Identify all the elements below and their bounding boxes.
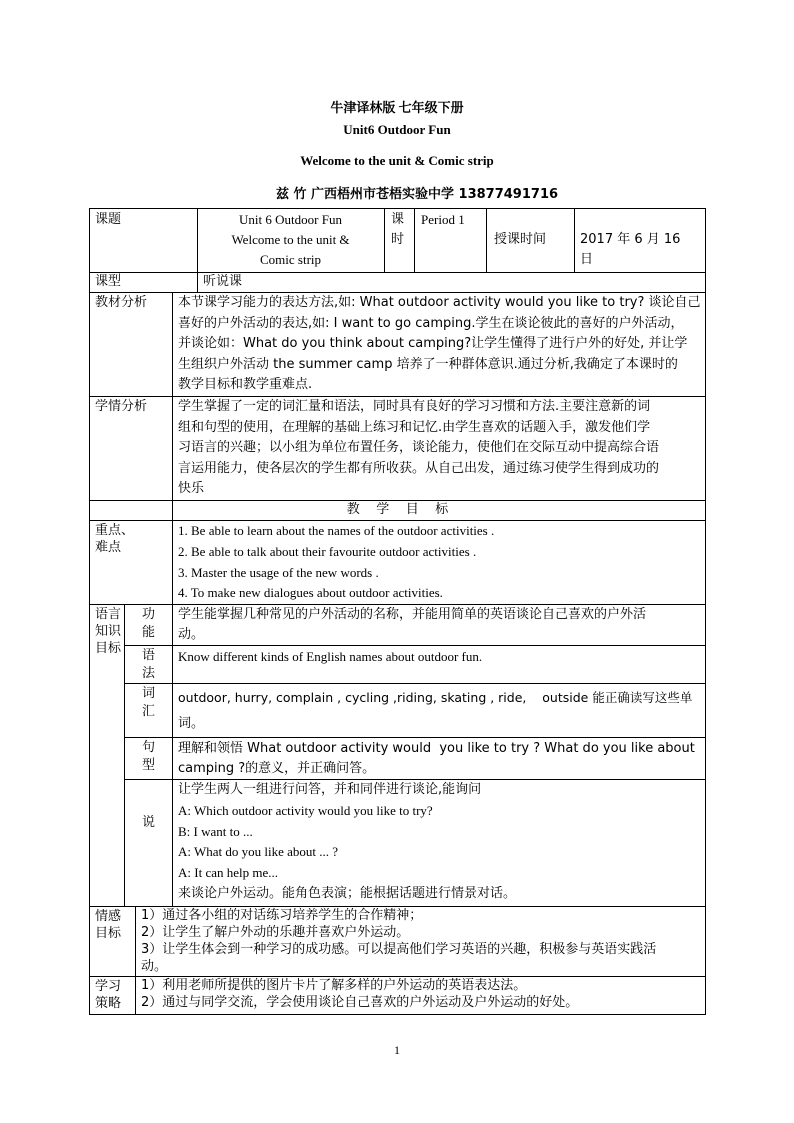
student-line: 学生掌握了一定的词汇量和语法，同时具有良好的学习习惯和方法.主要注意新的词 bbox=[178, 399, 651, 414]
speaking-line: 让学生两人一组进行问答，并和同伴进行谈论,能询问 bbox=[178, 782, 482, 797]
vocab-line: 词。 bbox=[178, 716, 205, 731]
emotion-label-1: 情感 bbox=[95, 909, 122, 924]
sentence-label-1: 句 bbox=[142, 740, 156, 755]
header-unit-title: Unit6 Outdoor Fun bbox=[343, 122, 451, 137]
lesson-type-label: 课型 bbox=[95, 274, 122, 289]
emotion-line: 3）让学生体会到一种学习的成功感。可以提高他们学习英语的兴趣，积极参与英语实践活 bbox=[141, 942, 657, 957]
material-line: 并谈论如：What do you think about camping?让学生懂得了进行户外的好处, 并让学 bbox=[178, 336, 688, 351]
strategy-label-2: 策略 bbox=[95, 996, 122, 1011]
speaking-label: 说 bbox=[142, 815, 156, 830]
teaching-objectives-heading: 教 学 目 标 bbox=[346, 502, 449, 517]
vocab-line: outdoor, hurry, complain , cycling ,riding, skating , ride, outside 能正确读写这些单 bbox=[178, 690, 693, 705]
material-line: 喜好的户外活动的表达,如: I want to go camping.学生在谈论彼此的喜好的户外活动， bbox=[178, 316, 684, 331]
lesson-plan-table bbox=[89, 208, 706, 1014]
page-number: 1 bbox=[394, 1043, 400, 1057]
material-analysis-label: 教材分析 bbox=[95, 295, 148, 310]
function-line: 动。 bbox=[178, 627, 205, 642]
language-label-1: 语言 bbox=[95, 607, 122, 622]
grammar-line: Know different kinds of English names about outdoor fun. bbox=[178, 649, 483, 664]
sentence-line: 理解和领悟 What outdoor activity would you like to try ? What do you like about bbox=[178, 741, 695, 756]
period-value: Period 1 bbox=[421, 212, 465, 227]
topic-value-line3: Comic strip bbox=[259, 252, 322, 267]
header-author-line: 兹 竹 广西梧州市苍梧实验中学 13877491716 bbox=[275, 187, 559, 202]
function-label-1: 功 bbox=[142, 607, 156, 622]
emotion-line: 2）让学生了解户外动的乐趣并喜欢户外运动。 bbox=[141, 925, 410, 940]
speaking-line: A: What do you like about ... ? bbox=[178, 844, 339, 859]
sentence-label-2: 型 bbox=[142, 758, 156, 773]
function-label-2: 能 bbox=[142, 625, 156, 640]
vocab-label-2: 汇 bbox=[142, 704, 156, 719]
emotion-label-2: 目标 bbox=[95, 926, 122, 941]
emotion-line: 1）通过各小组的对话练习培养学生的合作精神； bbox=[141, 908, 423, 923]
sentence-line: camping ?的意义，并正确问答。 bbox=[178, 761, 376, 776]
lesson-type-value: 听说课 bbox=[203, 274, 243, 289]
emotion-line: 动。 bbox=[141, 959, 168, 974]
language-label-3: 目标 bbox=[95, 641, 122, 656]
period-label-1: 课 bbox=[391, 212, 405, 227]
key-points-label-1: 重点、 bbox=[95, 523, 135, 538]
period-label-2: 时 bbox=[391, 232, 405, 247]
strategy-line: 1）利用老师所提供的图片卡片了解多样的户外运动的英语表达法。 bbox=[141, 978, 527, 993]
function-line: 学生能掌握几种常见的户外活动的名称，并能用简单的英语谈论自己喜欢的户外活 bbox=[178, 607, 647, 622]
material-line: 生组织户外活动 the summer camp 培养了一种群体意识.通过分析,我确定了本课时的 bbox=[178, 357, 678, 372]
date-value-line2: 日 bbox=[580, 252, 594, 267]
student-analysis-label: 学情分析 bbox=[95, 399, 148, 414]
material-line: 教学目标和教学重难点. bbox=[178, 377, 313, 392]
key-point-item: 3. Master the usage of the new words . bbox=[178, 565, 379, 580]
header-book-title: 牛津译林版 七年级下册 bbox=[330, 100, 464, 115]
strategy-line: 2）通过与同学交流，学会使用谈论自己喜欢的户外运动及户外运动的好处。 bbox=[141, 995, 579, 1010]
date-label: 授课时间 bbox=[494, 232, 547, 247]
student-line: 习语言的兴趣；以小组为单位布置任务，谈论能力，使他们在交际互动中提高综合语 bbox=[178, 440, 660, 455]
key-point-item: 4. To make new dialogues about outdoor activities. bbox=[178, 585, 443, 600]
key-points-label-2: 难点 bbox=[95, 540, 122, 555]
material-line: 本节课学习能力的表达方法,如: What outdoor activity would you like to try? 谈论自己 bbox=[178, 295, 701, 310]
grammar-label-2: 法 bbox=[142, 666, 156, 681]
vocab-label-1: 词 bbox=[142, 686, 156, 701]
student-line: 言运用能力，使各层次的学生都有所收获。从自己出发，通过练习使学生得到成功的 bbox=[178, 461, 660, 476]
strategy-label-1: 学习 bbox=[95, 979, 122, 994]
speaking-line: B: I want to ... bbox=[178, 824, 253, 839]
language-label-2: 知识 bbox=[95, 624, 122, 639]
grammar-label-1: 语 bbox=[142, 648, 156, 663]
speaking-line: A: Which outdoor activity would you like to try? bbox=[178, 803, 433, 818]
speaking-line: A: It can help me... bbox=[178, 865, 278, 880]
key-point-item: 1. Be able to learn about the names of the outdoor activities . bbox=[178, 523, 495, 538]
key-point-item: 2. Be able to talk about their favourite outdoor activities . bbox=[178, 544, 477, 559]
student-line: 快乐 bbox=[178, 481, 205, 496]
topic-value-line2: Welcome to the unit & bbox=[231, 232, 350, 247]
student-line: 组和句型的使用，在理解的基础上练习和记忆.由学生喜欢的话题入手，激发他们学 bbox=[178, 420, 651, 435]
date-value-line1: 2017 年 6 月 16 bbox=[580, 232, 681, 247]
topic-value-line1: Unit 6 Outdoor Fun bbox=[239, 212, 342, 227]
header-lesson-title: Welcome to the unit & Comic strip bbox=[300, 153, 494, 168]
speaking-line: 来谈论户外运动。能角色表演；能根据话题进行情景对话。 bbox=[178, 886, 517, 901]
topic-label: 课题 bbox=[95, 212, 122, 227]
